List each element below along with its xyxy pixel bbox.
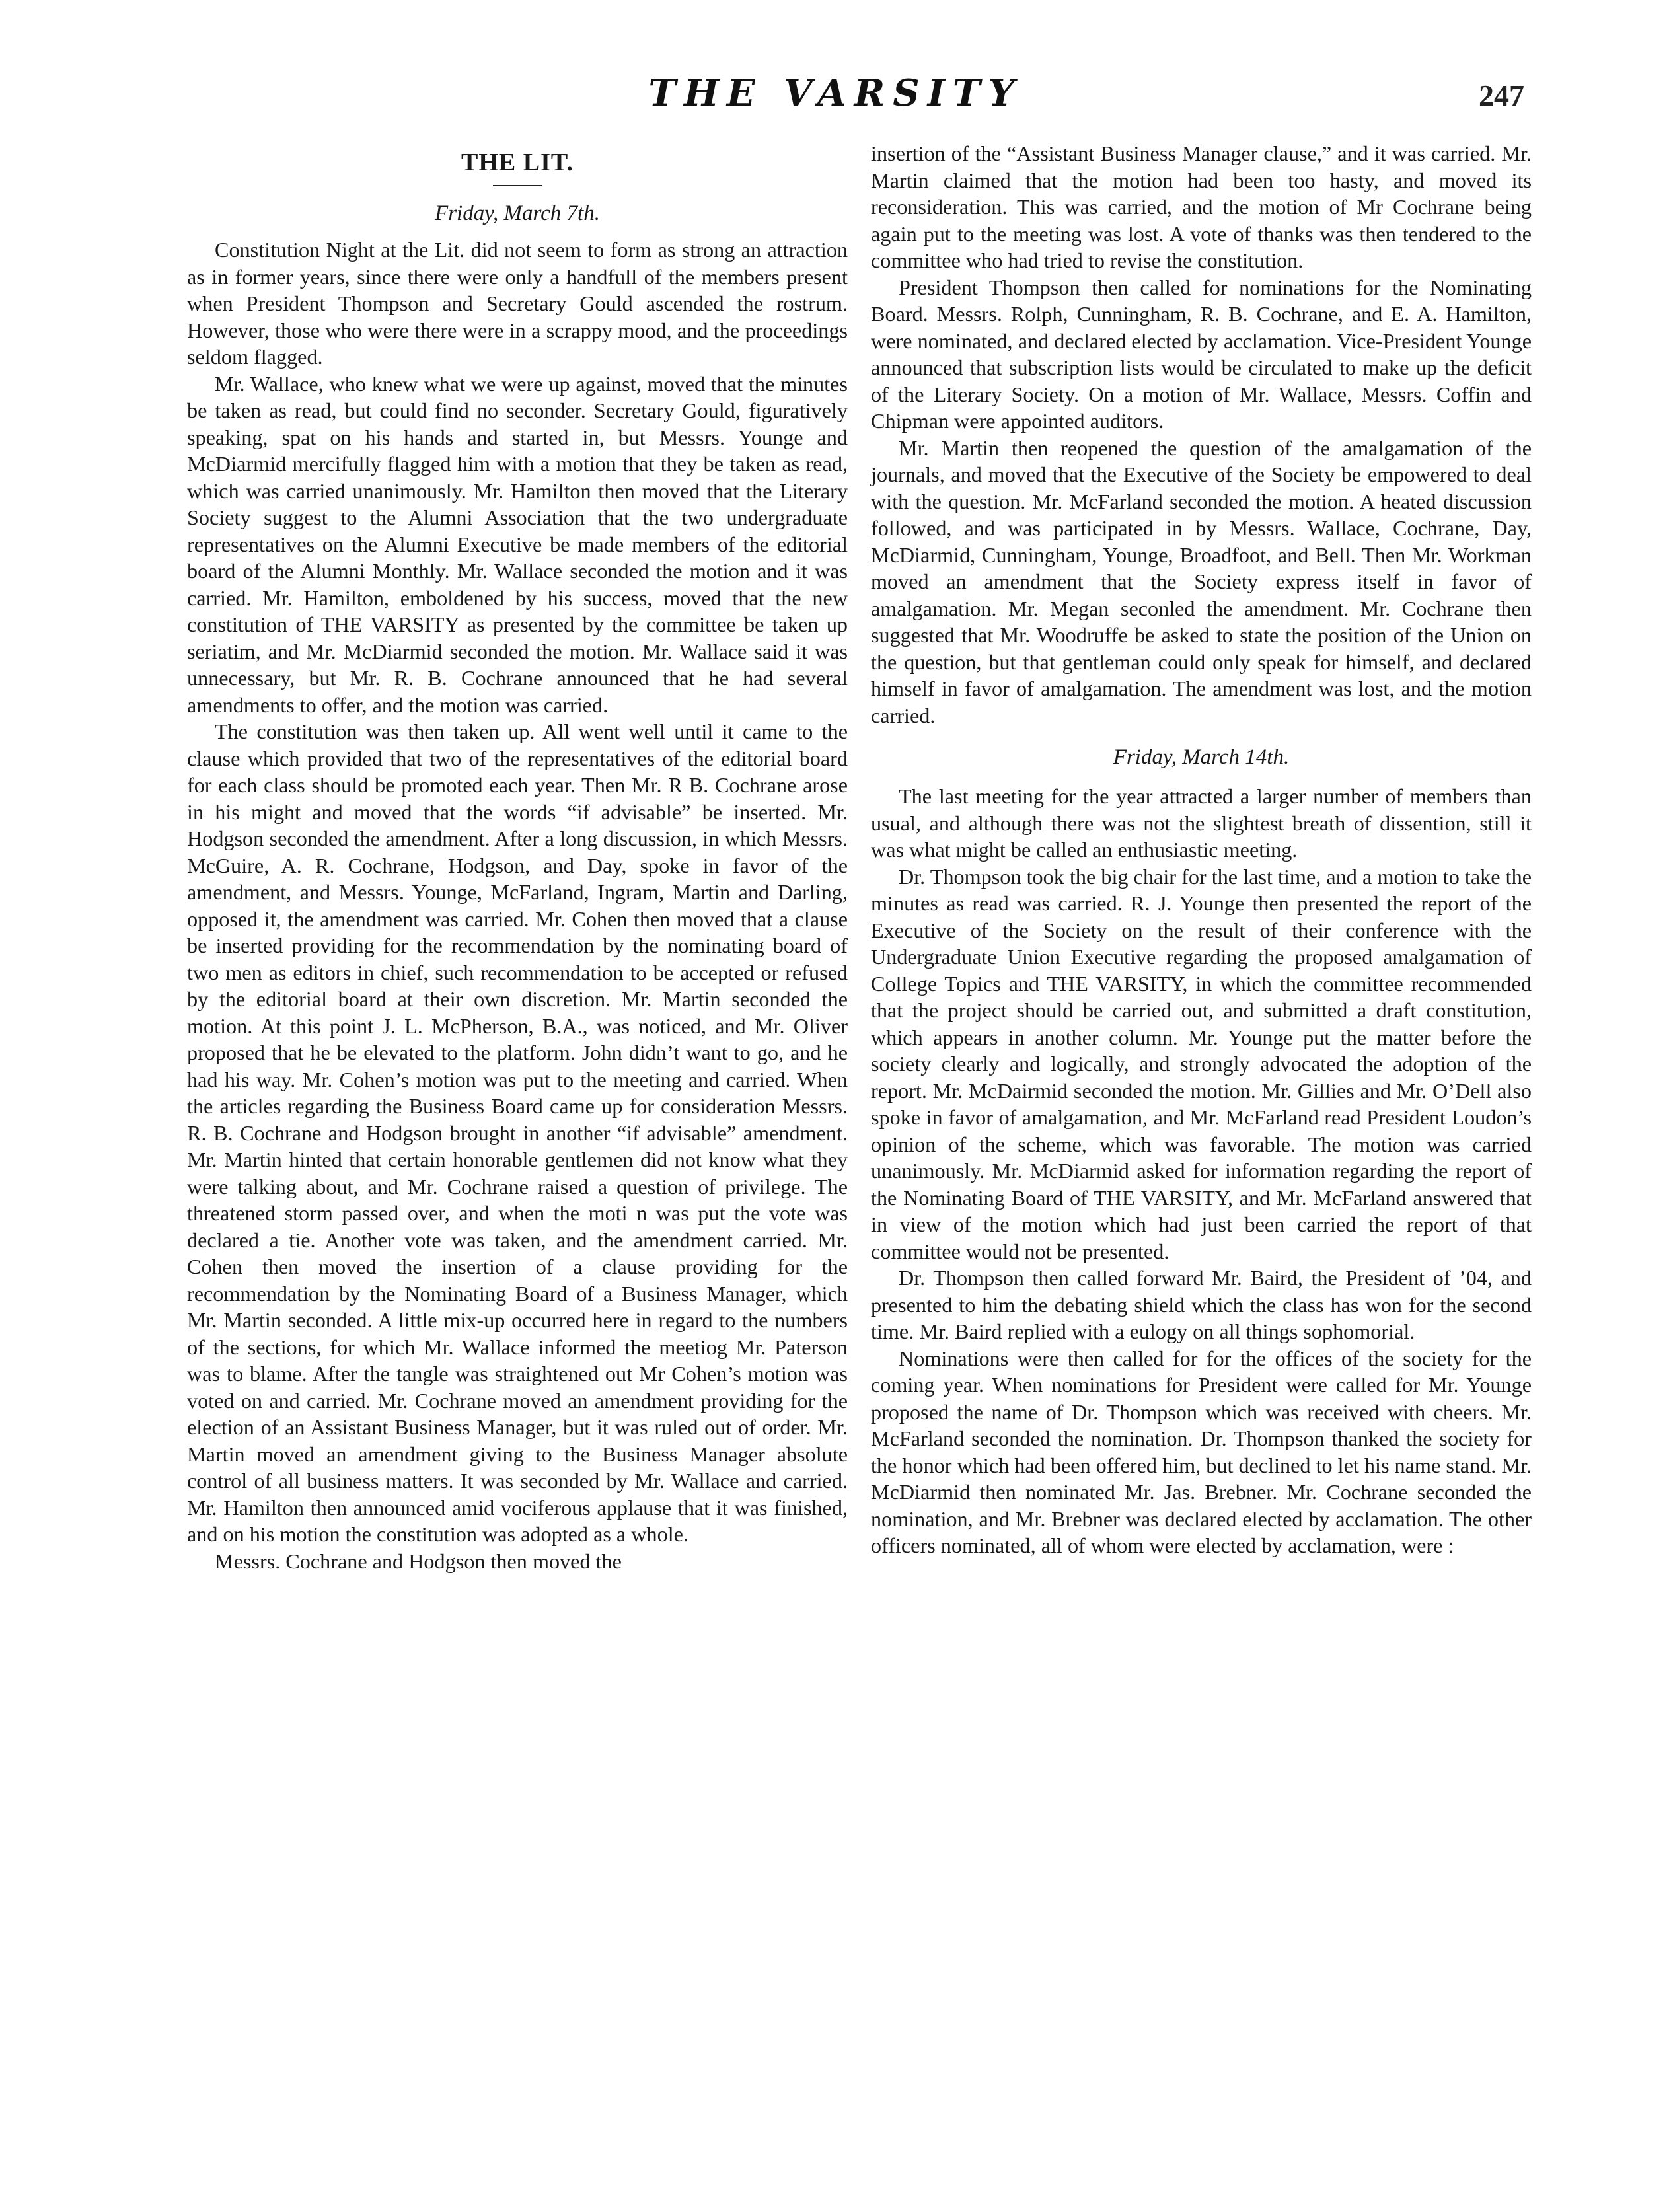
- paragraph: Dr. Thompson took the big chair for the last time, and a motion to take the minutes as read was carried. R. J. Younge then presented the report of the Executive of the Society on the result of their conference with the Undergraduate Union Executive regarding the proposed amalgamation of College Topics and THE VARSITY, in which the committee recommended that the project should be carried out, and submitted a draft constitution, which appears in another column. Mr. Younge put the matter before the society clearly and logically, and strongly advocated the adoption of the report. Mr. McDairmid seconded the motion. Mr. Gillies and Mr. O’Dell also spoke in favor of amalgamation, and Mr. McFarland read President Loudon’s opinion of the scheme, which was favorable. The motion was carried unanimously. Mr. McDiarmid asked for information regarding the report of the Nominating Board of THE VARSITY, and Mr. McFarland answered that in view of the motion which had just been carried the report of that committee would not be presented.: [871, 864, 1532, 1263]
- paragraph: The last meeting for the year attracted a larger number of members than usual, and although there was not the slightest breath of dissention, still it was what might be called an enthusiastic meeting.: [871, 784, 1532, 862]
- paragraph: Dr. Thompson then called forward Mr. Baird, the President of ’04, and presented to him the debating shield which the class has won for the second time. Mr. Baird replied with a eulogy on all things sophomorial.: [871, 1266, 1532, 1343]
- title-rule: [493, 185, 542, 186]
- left-column: [187, 147, 848, 1574]
- paragraph: Constitution Night at the Lit. did not seem to form as strong an attraction as in former years, since there were only a handfull of the members present when President Thompson and Secretary Gould ascended the rostrum. However, those who were there were in a scrappy mood, and the proceedings seldom flagged.: [187, 238, 848, 369]
- article-title: THE LIT.: [461, 149, 574, 176]
- paragraph: Mr. Martin then reopened the question of the amalgamation of the journals, and moved that the Executive of the Society be empowered to deal with the question. Mr. McFarland seconded the motion. A heated discussion followed, and was participated in by Messrs. Wallace, Cochrane, Day, McDiarmid, Cunningham, Younge, Broadfoot, and Bell. Then Mr. Workman moved an amendment that the Society express itself in favor of amalgamation. Mr. Megan seconled the amendment. Mr. Cochrane then suggested that Mr. Woodruffe be asked to state the position of the Union on the question, but that gentleman could only speak for himself, and declared himself in favor of amalgamation. The amendment was lost, and the motion carried.: [871, 435, 1532, 727]
- meeting-date-march-14: Friday, March 14th.: [1113, 745, 1290, 769]
- paragraph: Messrs. Cochrane and Hodgson then moved the: [215, 1549, 622, 1573]
- masthead-title: THE VARSITY: [648, 71, 1023, 115]
- paragraph: insertion of the “Assistant Business Manager clause,” and it was carried. Mr. Martin claimed that the motion had been too hasty, and moved its reconsideration. This was carried, and the motion of Mr Cochrane being again put to the meeting was lost. A vote of thanks was then tendered to the committee who had tried to revise the constitution.: [871, 141, 1532, 272]
- page-number: 247: [1479, 79, 1524, 112]
- paragraph: Mr. Wallace, who knew what we were up against, moved that the minutes be taken as read, but could find no seconder. Secretary Gould, figuratively speaking, spat on his hands and started in, but Messrs. Younge and McDiarmid mercifully flagged him with a motion that they be taken as read, which was carried unanimously. Mr. Hamilton then moved that the Literary Society suggest to the Alumni Association that the two undergraduate representatives on the Alumni Executive be made members of the editorial board of the Alumni Monthly. Mr. Wallace seconded the motion and it was carried. Mr. Hamilton, emboldened by his success, moved that the new constitution of THE VARSITY as presented by the committee be taken up seriatim, and Mr. McDiarmid seconded the motion. Mr. Wallace said it was unnecessary, but Mr. R. B. Cochrane announced that he had several amendments to offer, and the motion was carried.: [187, 371, 848, 717]
- paragraph: The constitution was then taken up. All went well until it came to the clause which provided that two of the representatives of the editorial board for each class should be promoted each year. Then Mr. R B. Cochrane arose in his might and moved that the words “if advisable” be inserted. Mr. Hodgson seconded the amendment. After a long discussion, in which Messrs. McGuire, A. R. Cochrane, Hodgson, and Day, spoke in favor of the amendment, and Messrs. Younge, McFarland, Ingram, Martin and Darling, opposed it, the amendment was carried. Mr. Cohen then moved that a clause be inserted providing for the recommendation by the nominating board of two men as editors in chief, such recommendation to be accepted or refused by the editorial board at their own discretion. Mr. Martin seconded the motion. At this point J. L. McPherson, B.A., was noticed, and Mr. Oliver proposed that he be elevated to the platform. John didn’t want to go, and he had his way. Mr. Cohen’s motion was put to the meeting and carried. When the articles regarding the Business Board came up for consideration Messrs. R. B. Cochrane and Hodgson brought in another “if advisable” amendment. Mr. Martin hinted that certain honorable gentlemen did not know what they were talking about, and Mr. Cochrane raised a question of privilege. The threatened storm passed over, and when the moti n was put the vote was declared a tie. Another vote was taken, and the amendment carried. Mr. Cohen then moved the insertion of a clause providing for the recommendation by the Nominating Board of a Business Manager, which Mr. Martin seconded. A little mix-up occurred here in regard to the numbers of the sections, for which Mr. Wallace informed the meetiog Mr. Paterson was to blame. After the tangle was straightened out Mr Cohen’s motion was voted on and carried. Mr. Cochrane moved an amendment providing for the election of an Assistant Business Manager, but it was ruled out of order. Mr. Martin moved an amendment giving to the Business Manager absolute control of all business matters. It was seconded by Mr. Wallace and carried. Mr. Hamilton then announced amid vociferous applause that it was finished, and on his motion the constitution was adopted as a whole.: [187, 719, 848, 1546]
- meeting-date-march-7: Friday, March 7th.: [435, 202, 600, 225]
- paragraph: Nominations were then called for for the offices of the society for the coming year. When nominations for President were called for Mr. Younge proposed the name of Dr. Thompson which was received with cheers. Mr. McFarland seconded the nomination. Dr. Thompson thanked the society for the honor which had been offered him, but declined to let his name stand. Mr. McDiarmid then nominated Mr. Jas. Brebner. Mr. Cochrane seconded the nomination, and Mr. Brebner was declared elected by acclamation. The other officers nominated, all of whom were elected by acclamation, were :: [871, 1346, 1532, 1557]
- right-column: [871, 140, 1532, 1559]
- paragraph: President Thompson then called for nominations for the Nominating Board. Messrs. Rolph, Cunningham, R. B. Cochrane, and E. A. Hamilton, were nominated, and declared elected by acclamation. Vice-President Younge announced that subscription lists would be circulated to make up the deficit of the Literary Society. On a motion of Mr. Wallace, Messrs. Coffin and Chipman were appointed auditors.: [871, 275, 1532, 433]
